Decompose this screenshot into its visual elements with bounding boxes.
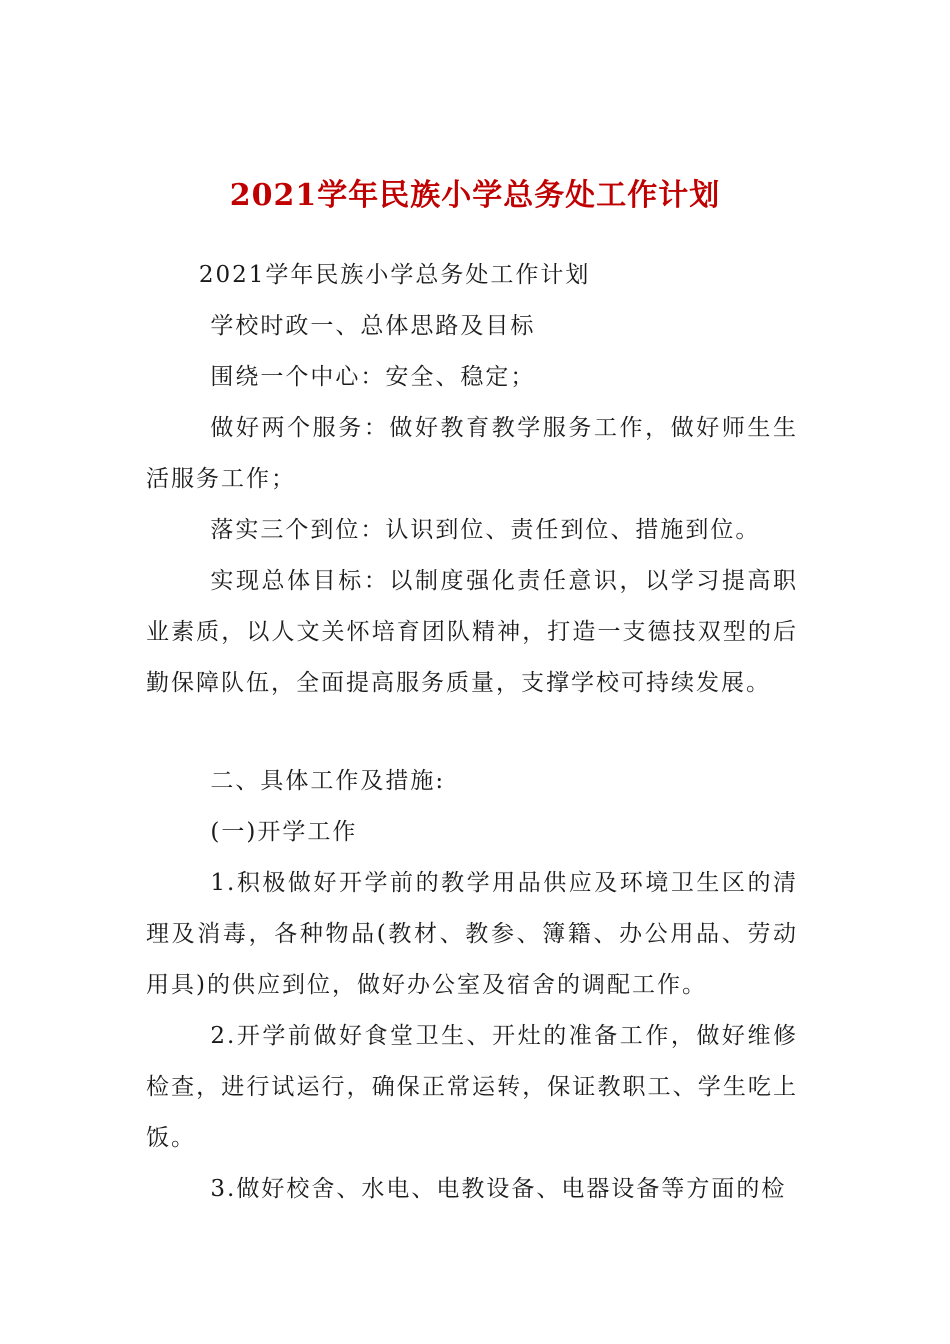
paragraph-heading: 2021学年民族小学总务处工作计划 (198, 262, 591, 288)
document-title: 2021学年民族小学总务处工作计划 (229, 178, 721, 213)
paragraph-section-two: 二、具体工作及措施: (210, 768, 446, 794)
paragraph-item-1: 1.积极做好开学前的教学用品供应及环境卫生区的清理及消毒，各种物品(教材、教参、簿籍、办公用品、劳动用具)的供应到位，做好办公室及宿舍的调配工作。 (146, 870, 798, 998)
document-body (146, 250, 798, 1215)
paragraph-one-center: 围绕一个中心：安全、稳定； (210, 364, 536, 390)
paragraph-spacer (146, 709, 798, 756)
paragraph-subsection-opening: (一)开学工作 (210, 819, 358, 845)
paragraph-three-in-place: 落实三个到位：认识到位、责任到位、措施到位。 (210, 517, 761, 543)
paragraph-section-one: 学校时政一、总体思路及目标 (210, 313, 536, 339)
paragraph-overall-goal: 实现总体目标：以制度强化责任意识，以学习提高职业素质，以人文关怀培育团队精神，打造一支德技双型的后勤保障队伍，全面提高服务质量，支撑学校可持续发展。 (146, 568, 798, 696)
paragraph-two-services: 做好两个服务：做好教育教学服务工作，做好师生生活服务工作； (146, 415, 798, 492)
paragraph-item-2: 2.开学前做好食堂卫生、开灶的准备工作，做好维修检查，进行试运行，确保正常运转，保证教职工、学生吃上饭。 (146, 1023, 798, 1151)
paragraph-item-3: 3.做好校舍、水电、电教设备、电器设备等方面的检 (210, 1176, 787, 1202)
